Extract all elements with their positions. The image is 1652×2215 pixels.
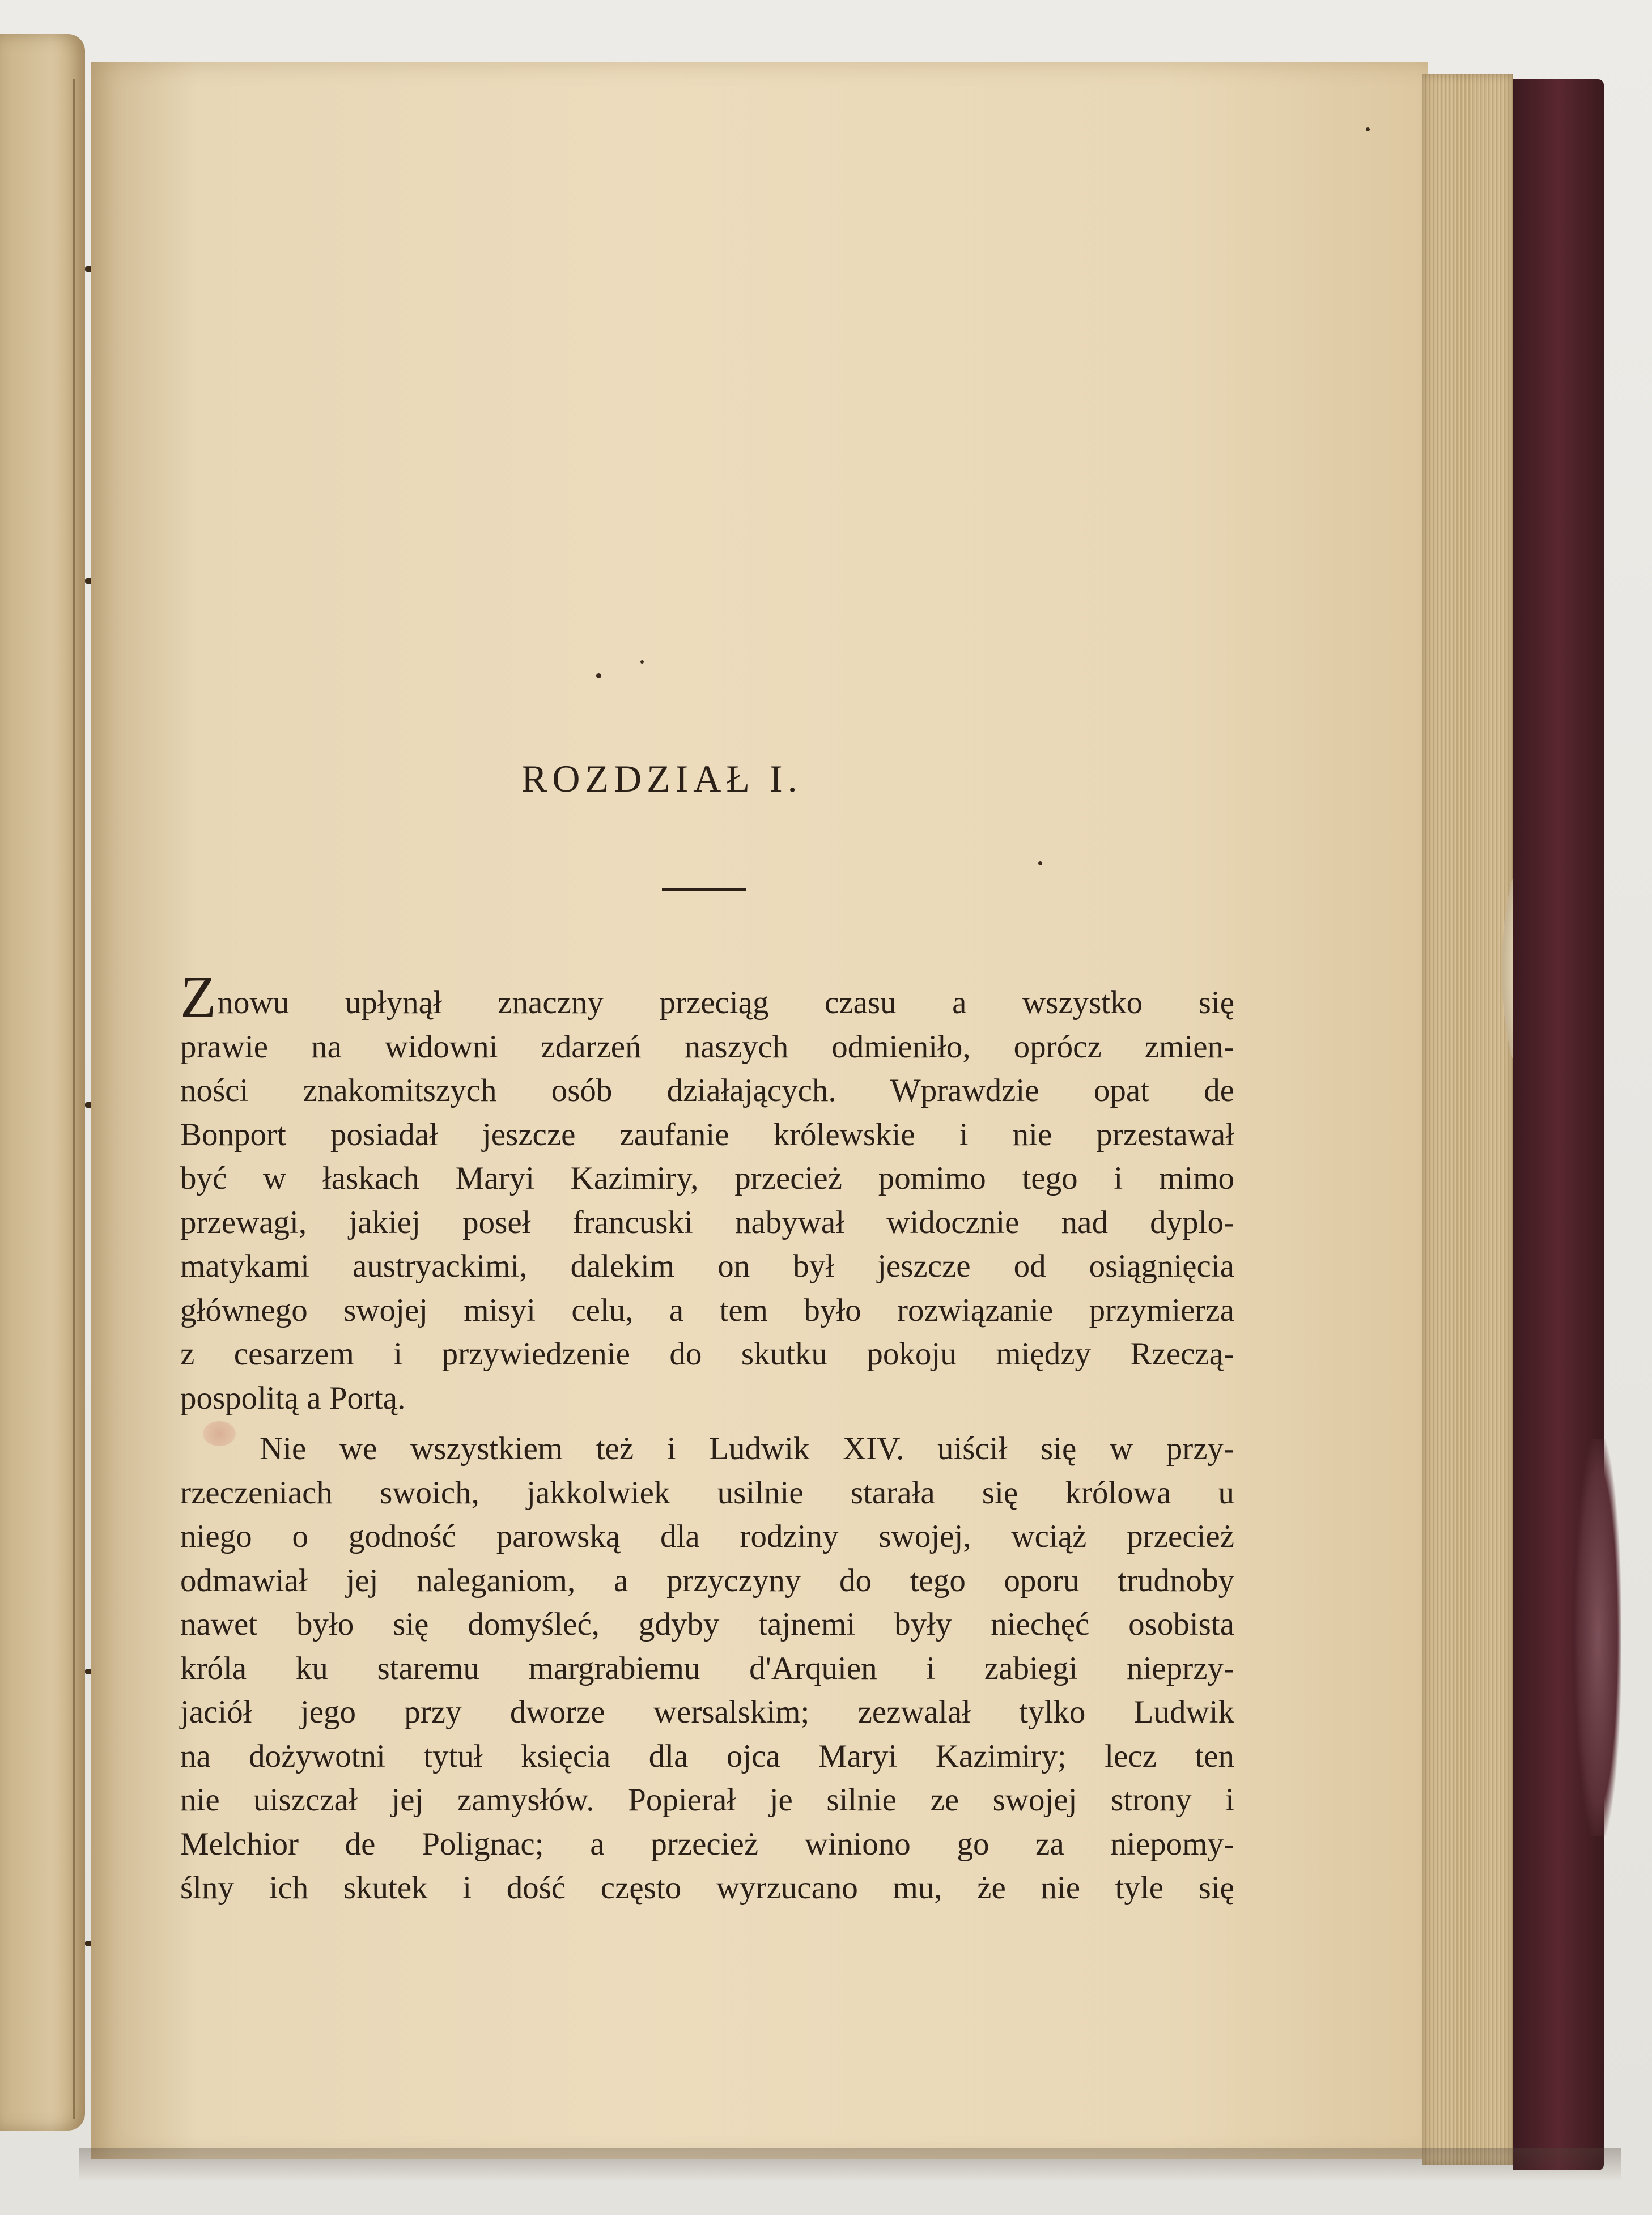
text-line-content: ności znakomitszych osób działających. Wprawdzie opat de [180,1073,1234,1108]
cover-wear [1575,1439,1621,1836]
text-line-content: być w łaskach Maryi Kazimiry, przecież pomimo tego i mimo [180,1160,1234,1196]
text-line [180,1157,1234,1201]
paper-speck [1038,861,1042,865]
text-line [180,1690,1234,1734]
text-line-content: ślny ich skutek i dość często wyrzucano mu, że nie tyle się [180,1870,1234,1906]
paragraph-gap [180,1420,1234,1427]
text-line [180,1201,1234,1245]
text-line-content: króla ku staremu margrabiemu d'Arquien i zabiegi nieprzy- [180,1650,1234,1686]
paper-speck [596,673,601,678]
text-line-content: nawet było się domyśleć, gdyby tajnemi były niechęć osobista [180,1606,1234,1642]
text-line [180,964,1234,1030]
text-line [180,1822,1234,1867]
page-block-edges [1422,74,1513,2165]
paper-speck [1366,127,1370,131]
text-line [180,1559,1234,1603]
text-line [180,1244,1234,1289]
text-line-content: jaciół jego przy dworze wersalskim; zezwalał tylko Ludwik [180,1694,1234,1730]
text-line [180,1289,1234,1333]
text-line-content: odmawiał jej naleganiom, a przyczyny do tego oporu trudnoby [180,1562,1234,1598]
text-line [180,1113,1234,1157]
text-line-content: na dożywotni tytuł księcia dla ojca Maryi Kazimiry; lecz ten [180,1738,1234,1774]
text-line [180,1778,1234,1822]
paper-stain [203,1421,236,1446]
text-line-content: rzeczeniach swoich, jakkolwiek usilnie starała się królowa u [180,1474,1234,1511]
title-divider [662,888,746,891]
text-line-content: niego o godność parowską dla rodziny swojej, wciąż przecież [180,1519,1234,1554]
text-line-content: matykami austryackimi, dalekim on był jeszcze od osiągnięcia [180,1248,1234,1284]
text-line-content: nie uiszczał jej zamysłów. Popierał je silnie ze swojej strony i [180,1782,1234,1818]
text-line [180,1602,1234,1647]
text-line-content: Bonport posiadał jeszcze zaufanie królewskie i nie przestawał [180,1116,1234,1153]
paper-speck [640,660,644,664]
text-line [180,1025,1234,1069]
text-line [180,1866,1234,1910]
text-line [180,1427,1234,1471]
text-line-content: przewagi, jakiej poseł francuski nabywał widocznie nad dyplo- [180,1204,1234,1240]
text-line [180,1332,1234,1376]
text-line [180,1647,1234,1691]
chapter-title: ROZDZIAŁ I. [521,757,802,800]
text-line-content: prawie na widowni zdarzeń naszych odmieniło, oprócz zmien- [180,1028,1234,1065]
book-cover [1513,79,1604,2170]
text-line-content: Melchior de Polignac; a przecież winiono go za niepomy- [180,1826,1234,1862]
text-line [180,1471,1234,1515]
text-line-content: Nie we wszystkiem też i Ludwik XIV. uiścił się w przy- [260,1431,1234,1466]
text-line-content: głównego swojej misyi celu, a tem było rozwiązanie przymierza [180,1292,1234,1328]
text-line [180,1069,1234,1113]
text-line-content: z cesarzem i przywiedzenie do skutku pokoju między Rzeczą- [180,1336,1234,1372]
drop-initial: Z [180,964,216,1030]
text-line [180,1376,1234,1421]
text-line [180,1734,1234,1779]
shadow [79,2148,1621,2182]
text-line-content: pospolitą a Portą. [180,1380,406,1416]
text-line [180,1515,1234,1559]
text-line-content: nowu upłynął znaczny przeciąg czasu a wszystko się [217,985,1234,1021]
body-text [180,964,1234,1910]
gutter-fold [73,79,75,2119]
